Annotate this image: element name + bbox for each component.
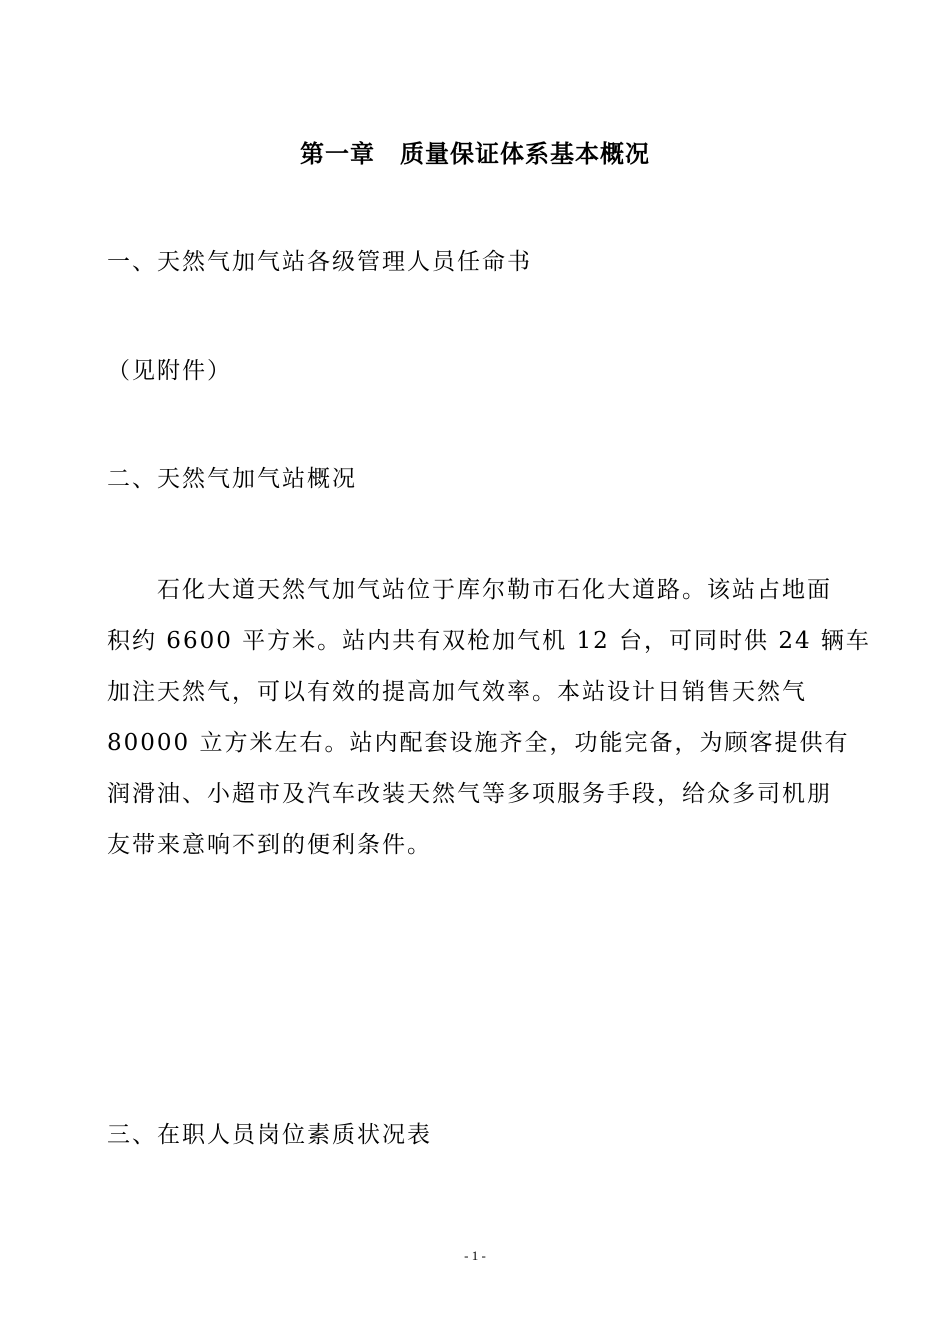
section-heading-staff-quality-table: 三、在职人员岗位素质状况表 (107, 1122, 432, 1148)
paragraph-line: 友带来意响不到的便利条件。 (107, 832, 432, 858)
paragraph-line: 80000 立方米左右。站内配套设施齐全，功能完备，为顾客提供有 (107, 730, 850, 756)
paragraph-line: 石化大道天然气加气站位于库尔勒市石化大道路。该站占地面 (157, 577, 832, 603)
chapter-title: 第一章 质量保证体系基本概况 (300, 140, 650, 168)
station-overview-paragraph (107, 565, 871, 871)
paragraph-line: 润滑油、小超市及汽车改装天然气等多项服务手段，给众多司机朋 (107, 781, 832, 807)
paragraph-line: 积约 6600 平方米。站内共有双枪加气机 12 台，可同时供 24 辆车 (107, 628, 871, 654)
attachment-note: （见附件） (107, 358, 232, 384)
paragraph-line: 加注天然气，可以有效的提高加气效率。本站设计日销售天然气 (107, 679, 807, 705)
section-heading-station-overview: 二、天然气加气站概况 (107, 466, 357, 492)
section-heading-appointment: 一、天然气加气站各级管理人员任命书 (107, 249, 532, 275)
page-number: - 1 - (464, 1248, 486, 1263)
